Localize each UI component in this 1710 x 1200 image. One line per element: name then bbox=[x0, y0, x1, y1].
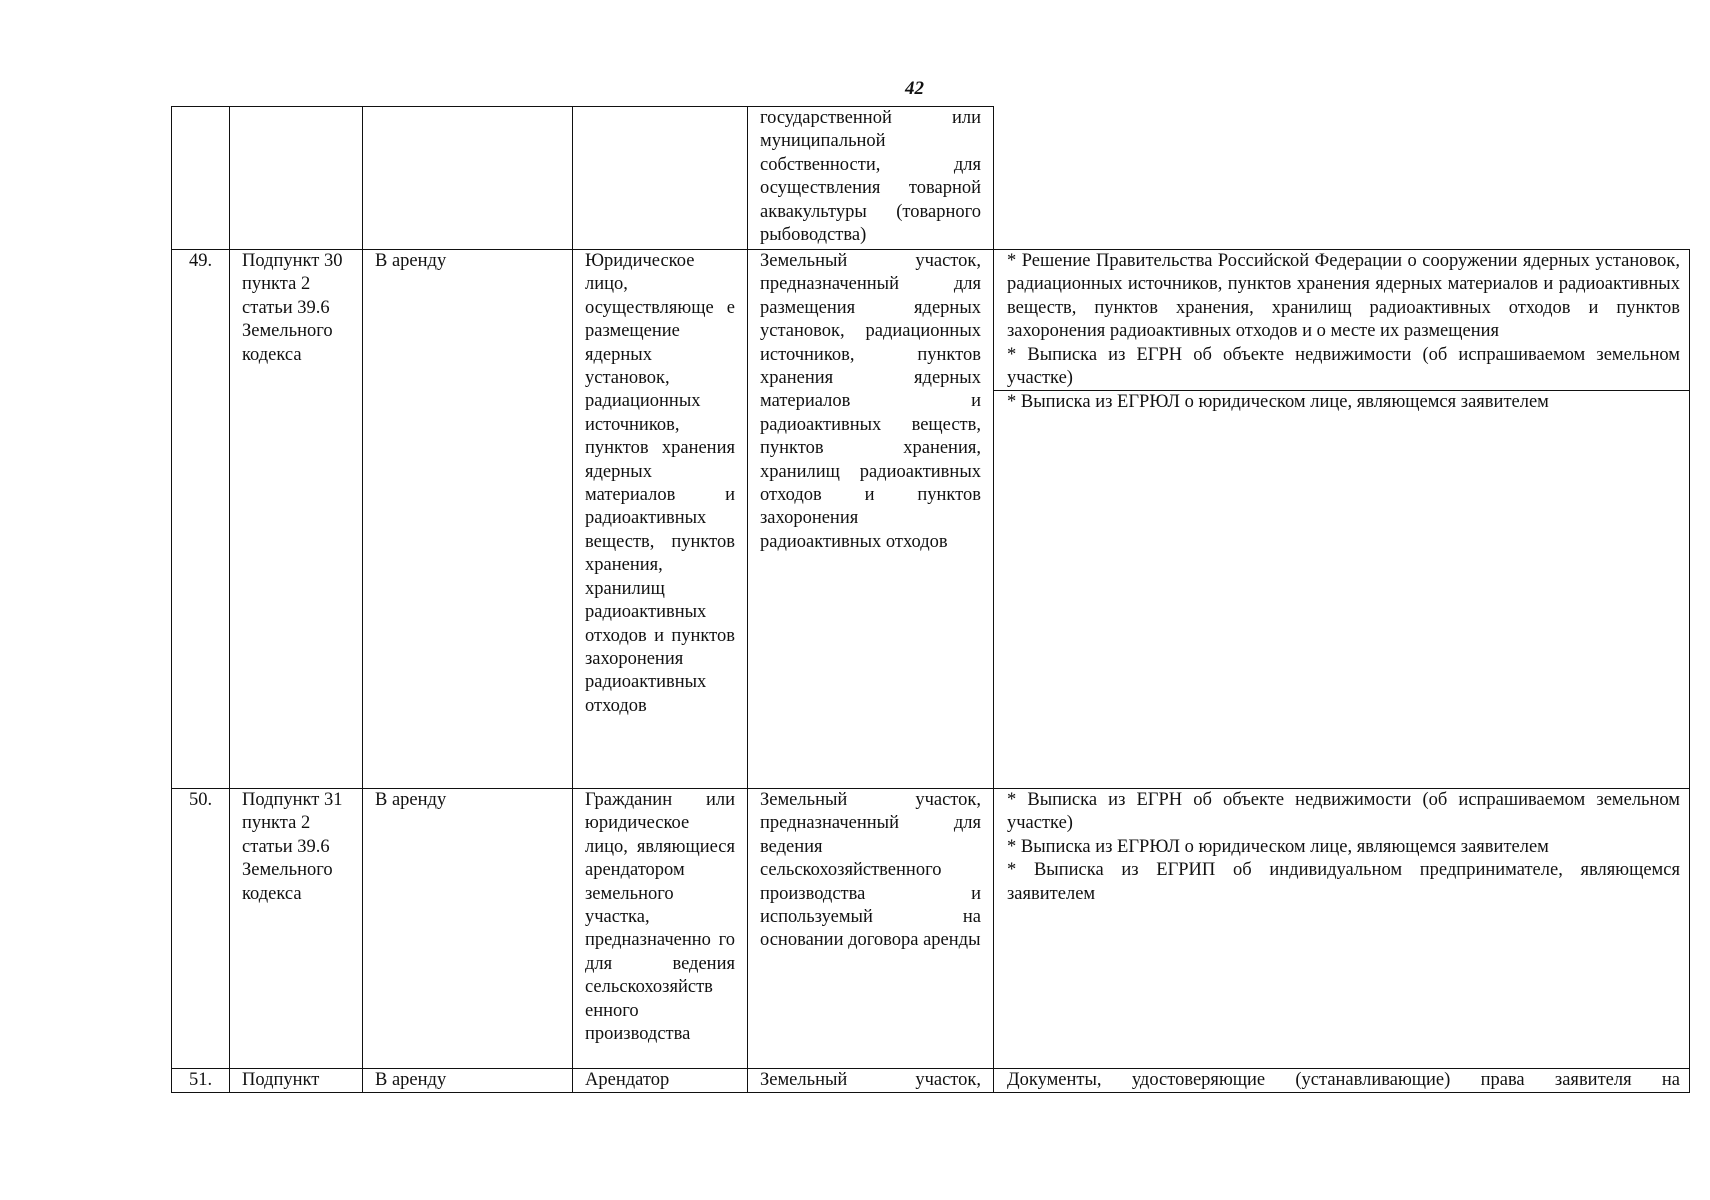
cell-land-plot: Земельный участок, предназначенный для размещения ядерных установок, радиационных источников, пунктов хранения ядерных материалов и радиоактивных веществ, пунктов хранения, хранилищ радиоактивных отходов и пунктов захоронения радиоактивных отходов bbox=[748, 250, 994, 789]
cell-applicant: Арендатор bbox=[573, 1069, 748, 1093]
documents-group-a bbox=[994, 250, 1689, 391]
cell-land-plot: Земельный участок, предназначенный для ведения сельскохозяйственного производства и используемый на основании договора аренды bbox=[748, 789, 994, 1069]
cell-documents bbox=[994, 107, 1690, 250]
procedures-table bbox=[171, 106, 1690, 1093]
documents-group-b bbox=[994, 391, 1689, 414]
cell-basis: Подпункт 31 пункта 2 статьи 39.6 Земельного кодекса bbox=[230, 789, 363, 1069]
cell-number: 51. bbox=[172, 1069, 230, 1093]
table-row bbox=[172, 1069, 1690, 1093]
cell-type: В аренду bbox=[363, 250, 573, 789]
cell-type bbox=[363, 107, 573, 250]
cell-type: В аренду bbox=[363, 1069, 573, 1093]
document-item: * Решение Правительства Российской Федерации о сооружении ядерных установок, радиационных источников, пунктов хранения ядерных материалов и радиоактивных веществ, пунктов хранения, хранилищ радиоактивных отходов и пунктов захоронения радиоактивных отходов и о месте их размещения bbox=[1007, 251, 1680, 342]
cell-documents bbox=[994, 1069, 1690, 1093]
cell-basis bbox=[230, 107, 363, 250]
table-row bbox=[172, 250, 1690, 789]
cell-land-plot: Земельный участок, bbox=[748, 1069, 994, 1093]
table-row bbox=[172, 789, 1690, 1069]
cell-type: В аренду bbox=[363, 789, 573, 1069]
table-row-continuation bbox=[172, 107, 1690, 250]
cell-applicant: Гражданин или юридическое лицо, являющиеся арендатором земельного участка, предназначенно го для ведения сельскохозяйств енного производства bbox=[573, 789, 748, 1069]
page-number: 42 bbox=[905, 78, 924, 99]
document-item: Документы, удостоверяющие (устанавливающие) права заявителя на bbox=[1007, 1070, 1680, 1090]
document-item: * Выписка из ЕГРИП об индивидуальном предпринимателе, являющемся заявителем bbox=[1007, 860, 1680, 904]
document-item: * Выписка из ЕГРЮЛ о юридическом лице, являющемся заявителем bbox=[1007, 392, 1549, 413]
cell-number: 49. bbox=[172, 250, 230, 789]
documents-group bbox=[994, 1069, 1689, 1092]
cell-basis: Подпункт bbox=[230, 1069, 363, 1093]
document-item: * Выписка из ЕГРН об объекте недвижимости (об испрашиваемом земельном участке) bbox=[1007, 790, 1680, 834]
documents-group bbox=[994, 789, 1689, 906]
cell-documents bbox=[994, 250, 1690, 789]
cell-number bbox=[172, 107, 230, 250]
cell-number: 50. bbox=[172, 789, 230, 1069]
document-item: * Выписка из ЕГРН об объекте недвижимости (об испрашиваемом земельном участке) bbox=[1007, 344, 1680, 389]
cell-applicant: Юридическое лицо, осуществляюще е размещение ядерных установок, радиационных источников, пунктов хранения ядерных материалов и радиоактивных веществ, пунктов хранения, хранилищ радиоактивных отходов и пунктов захоронения радиоактивных отходов bbox=[573, 250, 748, 789]
cell-applicant bbox=[573, 107, 748, 250]
cell-basis: Подпункт 30 пункта 2 статьи 39.6 Земельного кодекса bbox=[230, 250, 363, 789]
document-item: * Выписка из ЕГРЮЛ о юридическом лице, являющемся заявителем bbox=[1007, 836, 1549, 857]
cell-land-plot: государственной или муниципальной собственности, для осуществления товарной аквакультуры (товарного рыбоводства) bbox=[748, 107, 994, 250]
cell-documents bbox=[994, 789, 1690, 1069]
